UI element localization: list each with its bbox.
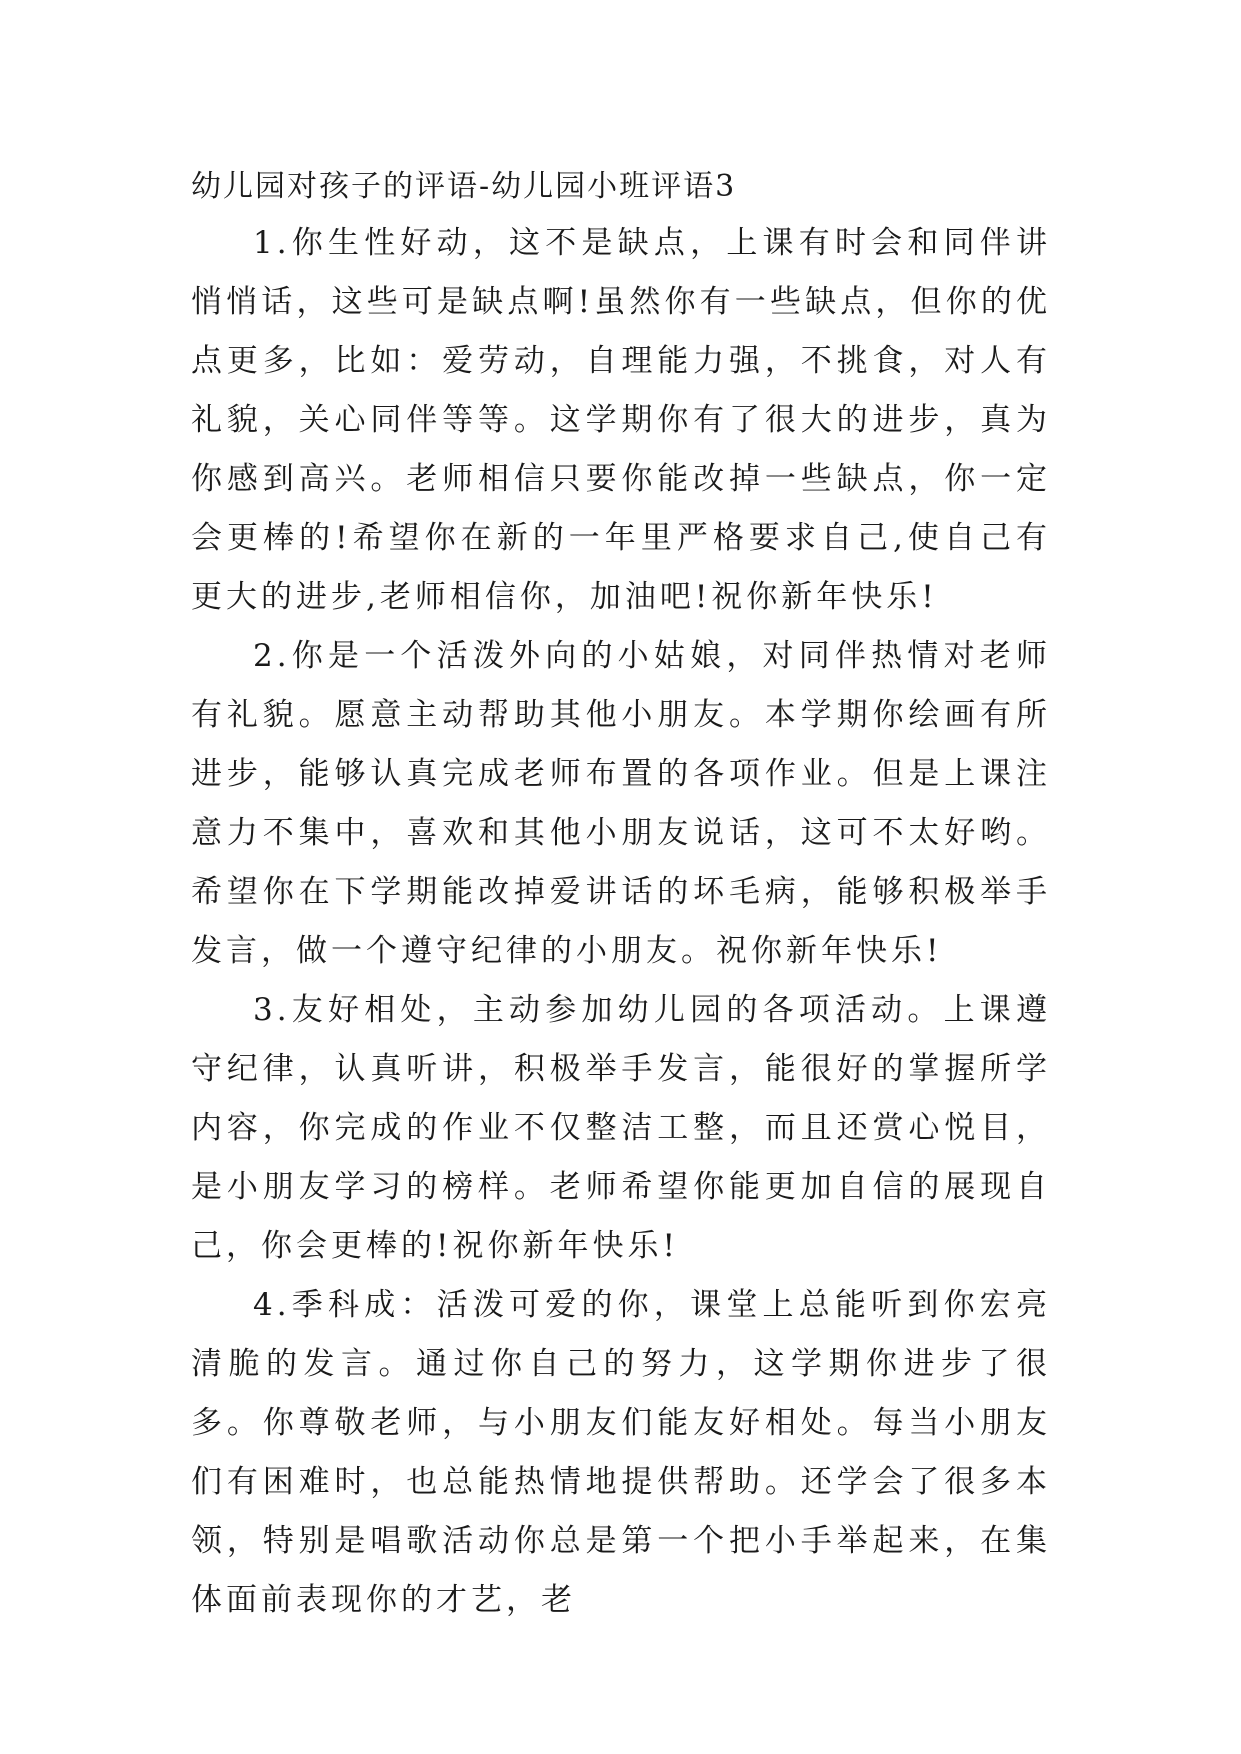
- comment-paragraph-3: 3.友好相处，主动参加幼儿园的各项活动。上课遵守纪律，认真听讲，积极举手发言，能很好的掌握所学内容，你完成的作业不仅整洁工整，而且还赏心悦目，是小朋友学习的榜样。老师希望你能更加自信的展现自己，你会更棒的!祝你新年快乐!: [191, 992, 1051, 1264]
- comment-paragraph-1: 1.你生性好动，这不是缺点，上课有时会和同伴讲悄悄话，这些可是缺点啊!虽然你有一些缺点，但你的优点更多，比如：爱劳动，自理能力强，不挑食，对人有礼貌，关心同伴等等。这学期你有了很大的进步，真为你感到高兴。老师相信只要你能改掉一些缺点，你一定会更棒的!希望你在新的一年里严格要求自己,使自己有更大的进步,老师相信你，加油吧!祝你新年快乐!: [191, 225, 1051, 615]
- document-title: 幼儿园对孩子的评语-幼儿园小班评语3: [191, 169, 737, 204]
- comment-paragraph-4: 4.季科成：活泼可爱的你，课堂上总能听到你宏亮清脆的发言。通过你自己的努力，这学期你进步了很多。你尊敬老师，与小朋友们能友好相处。每当小朋友们有困难时，也总能热情地提供帮助。还学会了很多本领，特别是唱歌活动你总是第一个把小手举起来，在集体面前表现你的才艺，老: [191, 1287, 1051, 1618]
- document-body: [191, 160, 1051, 1630]
- comment-paragraph-2: 2.你是一个活泼外向的小姑娘，对同伴热情对老师有礼貌。愿意主动帮助其他小朋友。本学期你绘画有所进步，能够认真完成老师布置的各项作业。但是上课注意力不集中，喜欢和其他小朋友说话，这可不太好哟。希望你在下学期能改掉爱讲话的坏毛病，能够积极举手发言，做一个遵守纪律的小朋友。祝你新年快乐!: [191, 638, 1051, 969]
